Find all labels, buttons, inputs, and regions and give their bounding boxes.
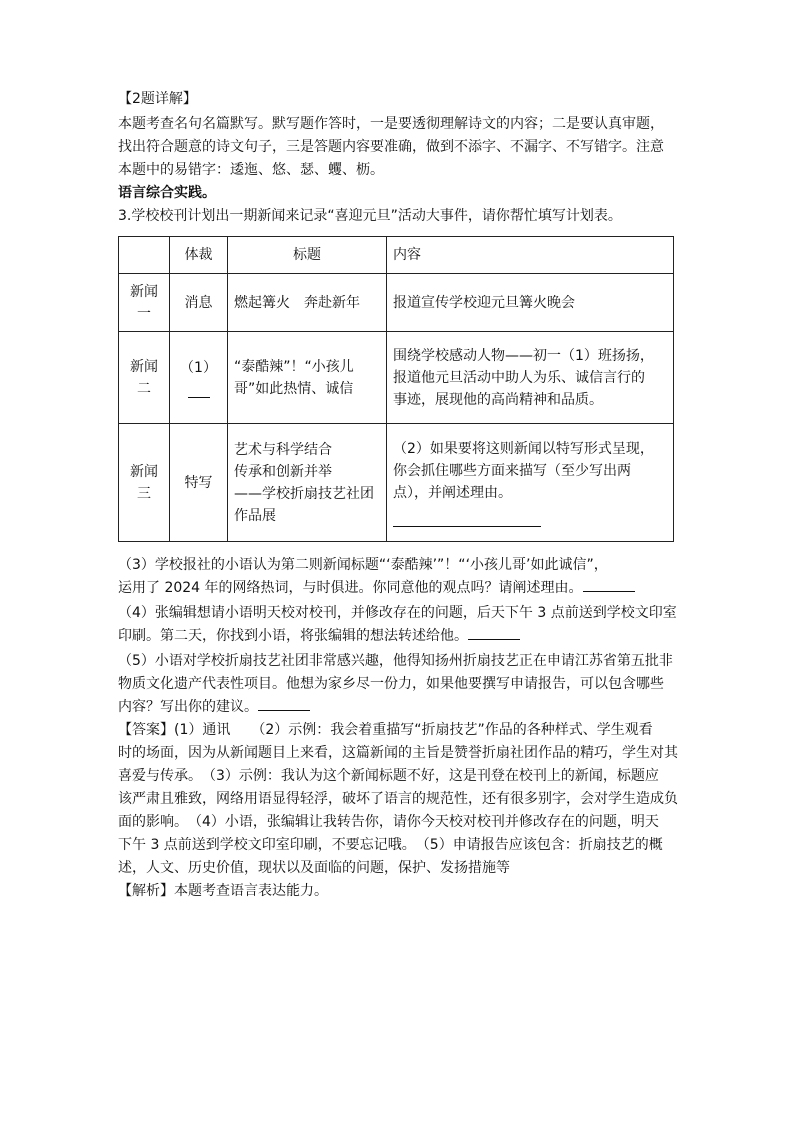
row-label-line: 新闻 <box>130 358 158 375</box>
sub-question-line: （5）小语对学校折扇技艺社团非常感兴趣，他得知扬州折扇技艺正在申请江苏省第五批非 <box>118 653 673 669</box>
title-line: 哥”如此热情、诚信 <box>234 380 354 397</box>
content-line: （2）如果要将这则新闻以特写形式呈现， <box>393 441 654 457</box>
title-line: 作品展 <box>234 507 276 524</box>
content-line: 事迹，展现他的高尚精神和品质。 <box>393 391 603 408</box>
table-header-cell: 内容 <box>387 237 674 274</box>
answer-blank[interactable] <box>393 504 541 527</box>
content-line: 点），并阐述理由。 <box>393 485 512 501</box>
sub-question-3 <box>118 554 678 600</box>
answer-line: (1）通讯 （2）示例：我会着重描写“折扇技艺”作品的各种样式、学生观看 <box>174 722 653 738</box>
analysis-label: 【解析】 <box>118 883 174 899</box>
title-cell <box>228 274 387 332</box>
title-line: 燃起篝火 奔赴新年 <box>234 294 360 311</box>
title-cell <box>228 424 387 542</box>
answer-line: 喜爱与传承。 （3）示例：我认为这个新闻标题不好，这是刊登在校刊上的新闻，标题应 <box>118 768 659 784</box>
row-label-line: 一 <box>137 305 151 322</box>
answer-blank[interactable] <box>188 379 210 398</box>
table-row <box>119 274 674 332</box>
content-cell <box>387 332 674 424</box>
sub-question-line: 内容？写出你的建议。 <box>118 699 258 715</box>
genre-cell: 特写 <box>170 424 228 542</box>
answer-line: 面的影响。 （4）小语，张编辑让我转告你，请你今天校对校刊并修改存在的问题，明天 <box>118 814 659 830</box>
row-label-line: 新闻 <box>130 463 158 480</box>
answer-line: 述，人文、历史价值，现状以及面临的问题，保护、发扬措施等 <box>118 860 510 876</box>
sub-question-5 <box>118 650 678 719</box>
content-line: 报道他元旦活动中助人为乐、诚信言行的 <box>393 369 645 386</box>
table-header-cell: 体裁 <box>170 237 228 274</box>
analysis-line <box>118 880 678 903</box>
row-label-line: 二 <box>137 380 151 397</box>
sub-question-line: （4）张编辑想请小语明天校对校刊，并修改存在的问题，后天下午 3 点前送到学校文印室 <box>118 605 677 621</box>
sub-question-line-with-blank <box>118 696 678 719</box>
answer-line: 下午 3 点前送到学校文印室印刷，不要忘记哦。 （5）申请报告应该包含：折扇技艺的概 <box>118 837 663 853</box>
answer-block <box>118 719 678 880</box>
title-line: “泰酷辣”！“小孩儿 <box>234 358 354 375</box>
title-line: 艺术与科学结合 <box>234 441 332 458</box>
answer-blank[interactable] <box>583 577 635 592</box>
row-label <box>119 274 170 332</box>
answer-line: 该严肃且雅致，网络用语显得轻浮，破坏了语言的规范性，还有很多别字，会对学生造成负 <box>118 791 678 807</box>
sub-question-line: 物质文化遗产代表性项目。他想为家乡尽一份力，如果他要撰写申请报告，可以包含哪些 <box>118 676 664 692</box>
sub-question-line: 印刷。第二天，你找到小语，将张编辑的想法转述给他。 <box>118 628 468 644</box>
document-page <box>118 88 678 903</box>
section-2-line: 本题中的易错字：逶迤、悠、瑟、蠼、枥。 <box>118 162 384 178</box>
table-row <box>119 424 674 542</box>
section-2-heading: 【2题详解】 <box>118 91 197 107</box>
title-cell <box>228 332 387 424</box>
answer-blank[interactable] <box>258 696 310 711</box>
sub-question-line: （3）学校报社的小语认为第二则新闻标题“‘泰酷辣’”！“‘小孩儿哥’如此诚信”， <box>118 557 608 573</box>
row-label <box>119 424 170 542</box>
sub-question-4 <box>118 602 678 648</box>
table-header-cell: 标题 <box>228 237 387 274</box>
table-header-cell <box>119 237 170 274</box>
table-header-row <box>119 237 674 274</box>
row-label-line: 三 <box>137 485 151 502</box>
content-cell <box>387 424 674 542</box>
answer-blank[interactable] <box>468 625 520 640</box>
sub-question-line-with-blank <box>118 625 678 648</box>
question-3-intro: 3.学校校刊计划出一期新闻来记录“喜迎元旦”活动大事件，请你帮忙填写计划表。 <box>118 208 622 224</box>
sub-question-line: 运用了 2024 年的网络热词，与时俱进。你同意他的观点吗？请阐述理由。 <box>118 580 583 596</box>
sub-question-line-with-blank <box>118 577 678 600</box>
row-label-line: 新闻 <box>130 283 158 300</box>
content-cell <box>387 274 674 332</box>
content-line: 你会抓住哪些方面来描写（至少写出两 <box>393 463 631 479</box>
row-label <box>119 332 170 424</box>
section-title: 语言综合实践。 <box>118 185 216 201</box>
genre-question-number: （1） <box>180 360 217 376</box>
table-row <box>119 332 674 424</box>
section-2-line: 本题考查名句名篇默写。默写题作答时，一是要透彻理解诗文的内容；二是要认真审题， <box>118 116 664 132</box>
section-2-line: 找出符合题意的诗文句子，三是答题内容要准确，做到不添字、不漏字、不写错字。注意 <box>118 139 664 155</box>
content-line: 围绕学校感动人物——初一（1）班扬扬， <box>393 347 654 364</box>
news-plan-table <box>118 236 674 542</box>
answer-line-first <box>118 719 678 742</box>
title-line: 传承和创新并举 <box>234 463 332 480</box>
genre-cell: 消息 <box>170 274 228 332</box>
genre-cell <box>170 332 228 424</box>
answer-label: 【答案】 <box>118 722 174 738</box>
analysis-text: 本题考查语言表达能力。 <box>174 883 328 899</box>
content-line: 报道宣传学校迎元旦篝火晚会 <box>393 294 575 311</box>
answer-line: 时的场面，因为从新闻题目上来看，这篇新闻的主旨是赞誉折扇社团作品的精巧，学生对其 <box>118 745 678 761</box>
title-line: ——学校折扇技艺社团 <box>234 485 374 502</box>
